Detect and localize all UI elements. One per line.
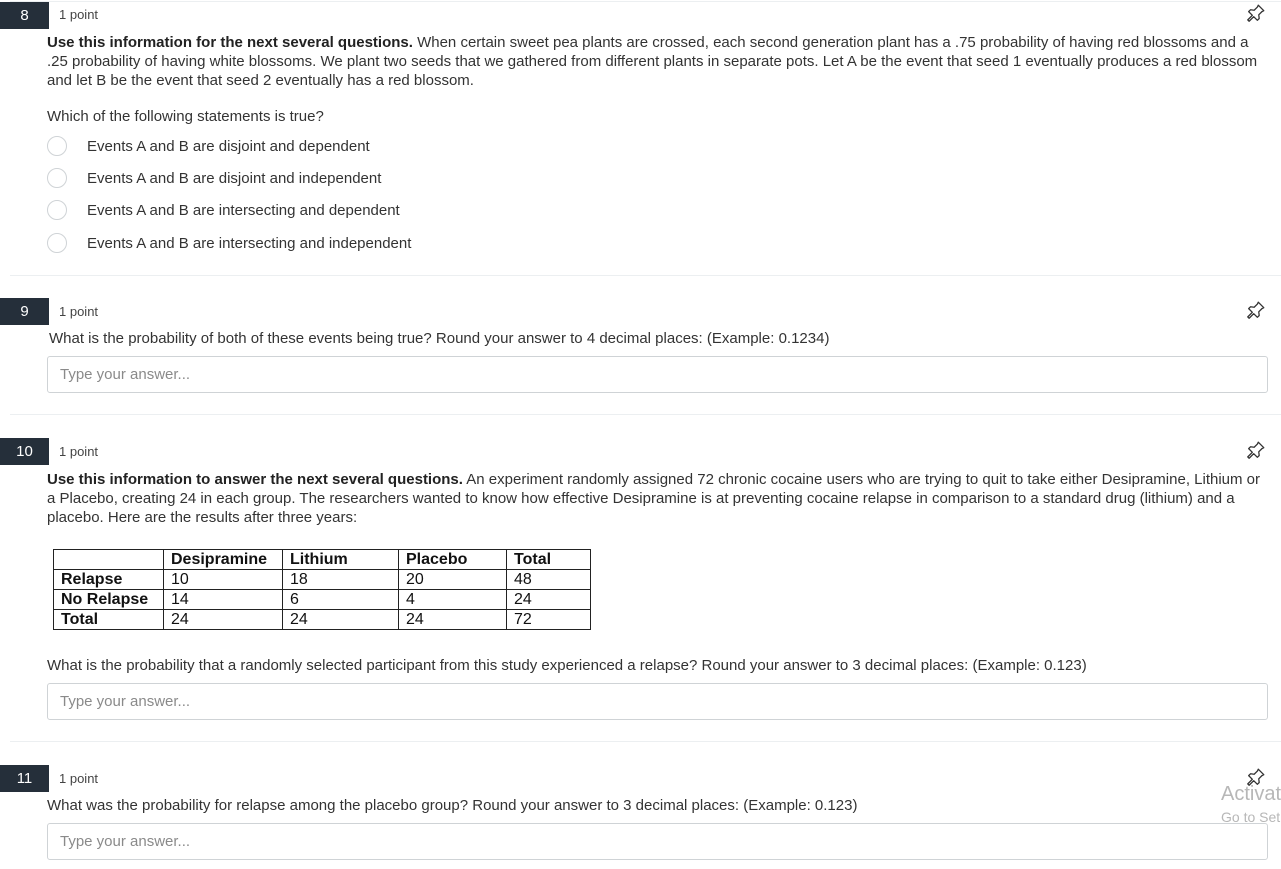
table-cell: 72 <box>507 610 591 630</box>
question-number-badge: 11 <box>0 765 49 792</box>
radio-button[interactable] <box>47 136 67 156</box>
option-intersecting-dependent[interactable] <box>47 198 400 222</box>
activation-watermark-title: Activat <box>1221 783 1281 805</box>
table-cell: 10 <box>164 570 283 590</box>
question-points: 1 point <box>59 444 99 459</box>
table-row <box>54 610 591 630</box>
question-number-badge: 10 <box>0 438 49 465</box>
results-table <box>53 549 591 630</box>
question-8-intro-text: When certain sweet pea plants are crossed, each second generation plant has a .75 probability of having red blossoms and a .25 probability of having white blossoms. We plant two seeds that we gathered from different plants in separate pots. Let A be the event that seed 1 eventually produces a red blossom and let B be the event that seed 2 eventually has a red blossom. <box>47 34 1258 89</box>
table-cell: 20 <box>399 570 507 590</box>
table-cell: 24 <box>399 610 507 630</box>
option-disjoint-independent[interactable] <box>47 166 381 190</box>
table-cell: 4 <box>399 590 507 610</box>
question-points: 1 point <box>59 771 99 786</box>
question-number-badge: 8 <box>0 2 49 29</box>
radio-button[interactable] <box>47 168 67 188</box>
radio-button[interactable] <box>47 233 67 253</box>
row-header-cell: No Relapse <box>54 590 164 610</box>
table-header-cell: Desipramine <box>164 550 283 570</box>
pin-icon[interactable] <box>1245 299 1267 321</box>
pin-icon[interactable] <box>1245 439 1267 461</box>
option-label: Events A and B are disjoint and independent <box>87 169 382 187</box>
question-10-intro <box>47 470 1272 527</box>
question-8-intro <box>47 33 1272 90</box>
table-row <box>54 590 591 610</box>
table-cell: 24 <box>507 590 591 610</box>
question-10-intro-bold: Use this information to answer the next several questions. <box>47 471 463 488</box>
table-cell: 14 <box>164 590 283 610</box>
table-cell: 48 <box>507 570 591 590</box>
table-header-cell <box>54 550 164 570</box>
table-header-cell: Lithium <box>283 550 399 570</box>
answer-input[interactable] <box>47 683 1268 720</box>
table-row <box>54 570 591 590</box>
table-header-cell: Placebo <box>399 550 507 570</box>
option-label: Events A and B are intersecting and dependent <box>87 201 400 219</box>
question-10-intro-text: An experiment randomly assigned 72 chronic cocaine users who are trying to quit to take either Desipramine, Lithium or a Placebo, creating 24 in each group. The researchers wanted to know how effective Desipramine is at preventing cocaine relapse in comparison to a standard drug (lithium) and a placebo. Here are the results after three years: <box>47 471 1261 526</box>
row-header-cell: Total <box>54 610 164 630</box>
table-cell: 18 <box>283 570 399 590</box>
pin-icon[interactable] <box>1245 2 1267 24</box>
option-label: Events A and B are intersecting and independent <box>87 234 412 252</box>
top-separator <box>10 1 1281 2</box>
question-10-prompt: What is the probability that a randomly selected participant from this study experienced a relapse? Round your answer to 3 decimal places: (Example: 0.123) <box>47 657 1087 674</box>
table-header-cell: Total <box>507 550 591 570</box>
question-8-prompt: Which of the following statements is true? <box>47 108 324 125</box>
question-number-badge: 9 <box>0 298 49 325</box>
radio-button[interactable] <box>47 200 67 220</box>
question-9-prompt: What is the probability of both of these events being true? Round your answer to 4 decimal places: (Example: 0.1234) <box>49 330 830 347</box>
table-cell: 24 <box>283 610 399 630</box>
activation-watermark-subtitle: Go to Set <box>1221 809 1281 825</box>
row-header-cell: Relapse <box>54 570 164 590</box>
question-8-intro-bold: Use this information for the next several questions. <box>47 34 413 51</box>
question-separator <box>10 741 1281 742</box>
question-points: 1 point <box>59 304 99 319</box>
table-header-row <box>54 550 591 570</box>
question-points: 1 point <box>59 7 99 22</box>
option-disjoint-dependent[interactable] <box>47 134 370 158</box>
answer-input[interactable] <box>47 823 1268 860</box>
option-label: Events A and B are disjoint and dependent <box>87 137 370 155</box>
table-cell: 24 <box>164 610 283 630</box>
answer-input[interactable] <box>47 356 1268 393</box>
question-separator <box>10 275 1281 276</box>
table-cell: 6 <box>283 590 399 610</box>
option-intersecting-independent[interactable] <box>47 231 411 255</box>
question-11-prompt: What was the probability for relapse among the placebo group? Round your answer to 3 decimal places: (Example: 0.123) <box>47 797 858 814</box>
question-separator <box>10 414 1281 415</box>
